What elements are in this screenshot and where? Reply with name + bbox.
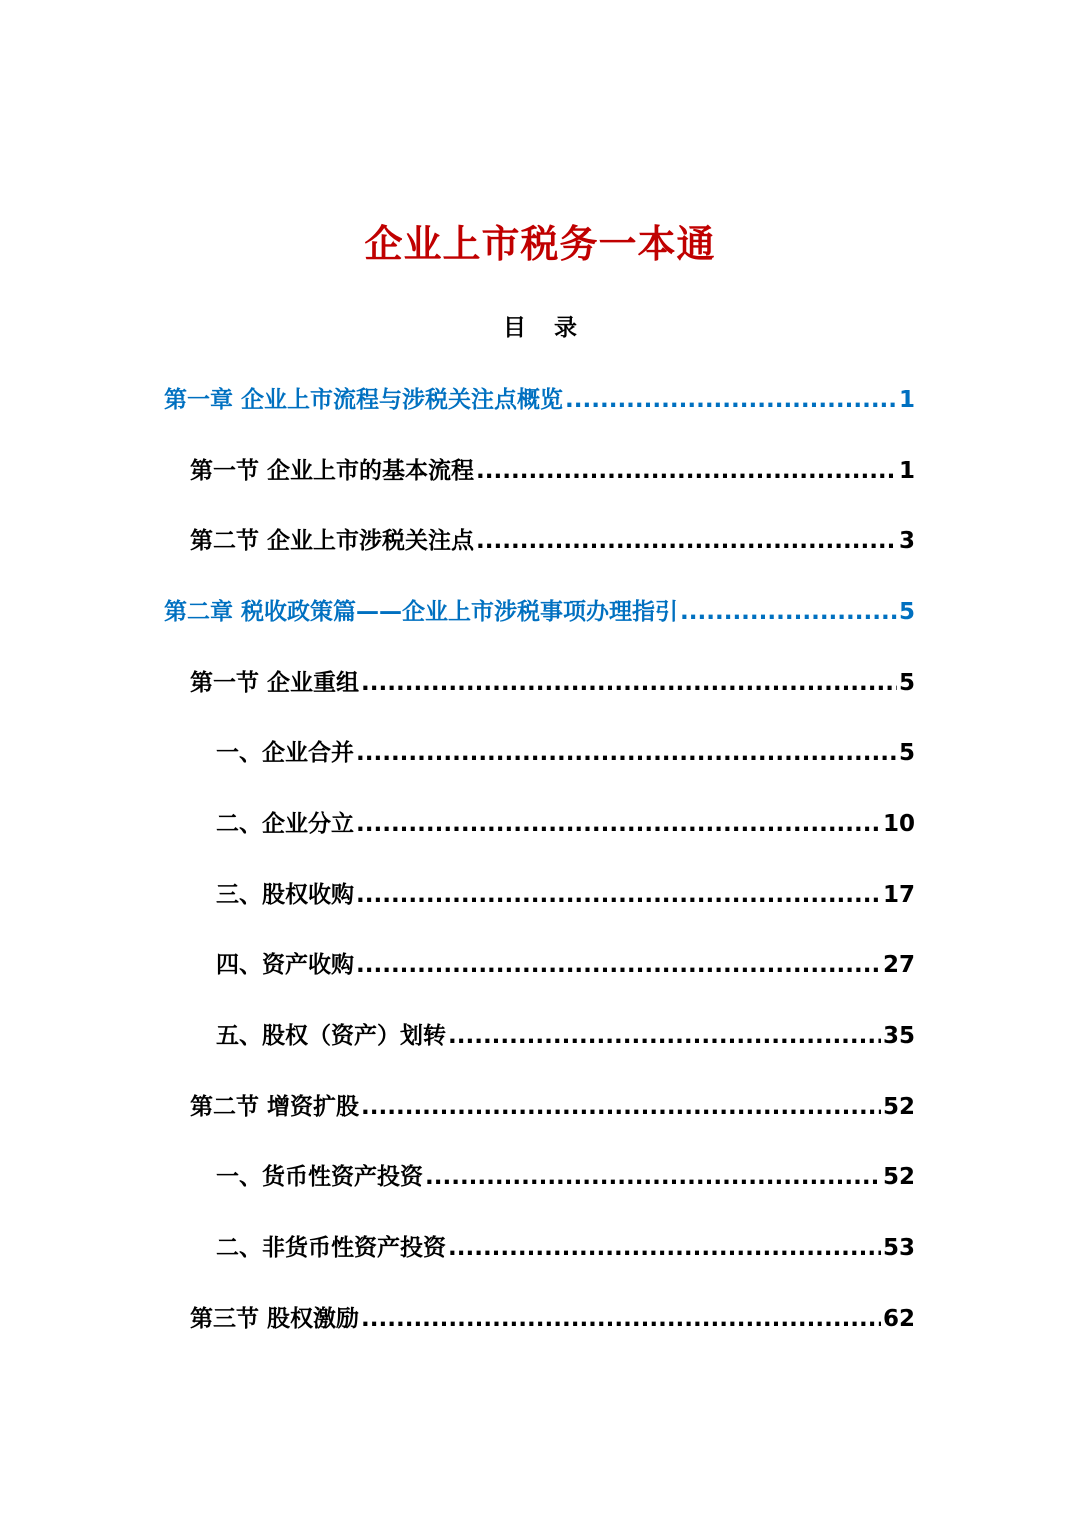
toc-page-number: 53 [882,1235,915,1261]
toc-page-number: 3 [898,528,915,554]
toc-entry-item-2-1-4[interactable] [216,949,915,981]
toc-entry-item-2-1-5[interactable] [216,1020,915,1052]
toc-page-number: 10 [882,811,915,837]
toc-entry-label: 一、企业合并 [216,740,354,766]
toc-entry-item-2-2-2[interactable] [216,1232,915,1264]
toc-page-number: 35 [882,1023,915,1049]
toc-entry-label: 二、企业分立 [216,811,354,837]
toc-entry-chapter-1[interactable] [164,384,915,416]
toc-page-number: 52 [882,1094,915,1120]
toc-entry-label: 一、货币性资产投资 [216,1164,423,1190]
toc-dot-leader [356,737,897,769]
toc-entry-label: 二、非货币性资产投资 [216,1235,446,1261]
toc-dot-leader [680,596,897,628]
toc-dot-leader [476,455,897,487]
toc-dot-leader [361,1091,881,1123]
document-title: 企业上市税务一本通 [364,222,716,266]
toc-page-number: 62 [882,1306,915,1332]
toc-entry-label: 五、股权（资产）划转 [216,1023,446,1049]
toc-entry-item-2-1-1[interactable] [216,737,915,769]
toc-entry-label: 第三节 股权激励 [190,1306,360,1332]
toc-entry-label: 第一节 企业上市的基本流程 [190,458,475,484]
toc-entry-section-1-2[interactable] [190,525,915,557]
toc-entry-section-1-1[interactable] [190,455,915,487]
toc-entry-item-2-2-1[interactable] [216,1161,915,1193]
toc-entry-label: 三、股权收购 [216,882,354,908]
toc-entry-section-2-1[interactable] [190,667,915,699]
toc-entry-label: 第一节 企业重组 [190,670,360,696]
toc-dot-leader [356,808,881,840]
toc-dot-leader [476,525,897,557]
toc-page-number: 5 [898,599,915,625]
toc-heading: 目 录 [502,315,587,341]
toc-entry-item-2-1-2[interactable] [216,808,915,840]
toc-dot-leader [565,384,897,416]
toc-entry-label: 第二节 企业上市涉税关注点 [190,528,475,554]
toc-page-number: 5 [898,740,915,766]
toc-dot-leader [425,1161,881,1193]
toc-entry-item-2-1-3[interactable] [216,879,915,911]
toc-page-number: 1 [898,458,915,484]
toc-entry-label: 第二节 增资扩股 [190,1094,360,1120]
toc-page-number: 27 [882,952,915,978]
toc-dot-leader [448,1232,881,1264]
toc-page-number: 1 [898,387,915,413]
toc-dot-leader [361,1303,881,1335]
toc-page-number: 52 [882,1164,915,1190]
toc-entry-label: 第一章 企业上市流程与涉税关注点概览 [164,387,564,413]
toc-entry-section-2-2[interactable] [190,1091,915,1123]
toc-entry-chapter-2[interactable] [164,596,915,628]
toc-entry-label: 四、资产收购 [216,952,354,978]
toc-dot-leader [356,949,881,981]
toc-page-number: 5 [898,670,915,696]
toc-page-number: 17 [882,882,915,908]
toc-entry-label: 第二章 税收政策篇——企业上市涉税事项办理指引 [164,599,679,625]
toc-dot-leader [356,879,881,911]
toc-dot-leader [361,667,897,699]
toc-dot-leader [448,1020,881,1052]
toc-entry-section-2-3[interactable] [190,1303,915,1335]
